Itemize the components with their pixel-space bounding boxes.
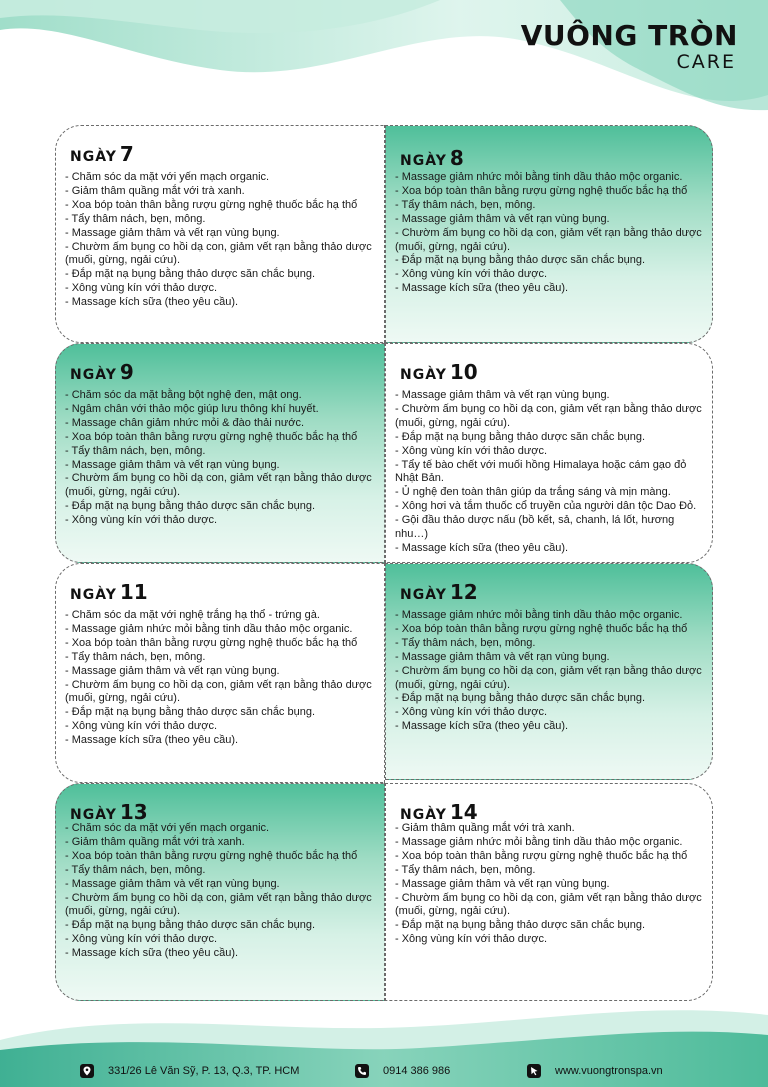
list-item: - Massage giảm thâm và vết rạn vùng bụng. xyxy=(395,212,610,225)
list-item: - Đắp mặt nạ bụng bằng thảo dược săn chắc bụng. xyxy=(65,500,316,513)
day-number: 14 xyxy=(449,800,478,824)
treatment-list xyxy=(395,171,706,296)
treatment-list xyxy=(65,389,378,528)
day-heading xyxy=(400,580,478,604)
address-text: 331/26 Lê Văn Sỹ, P. 13, Q.3, TP. HCM xyxy=(108,1065,300,1077)
day-number: 12 xyxy=(449,580,478,604)
list-item: - Tẩy thâm nách, bẹn, mông. xyxy=(65,650,206,663)
treatment-list xyxy=(65,171,378,310)
list-item: - Ủ nghệ đen toàn thân giúp da trắng sáng và mịn màng. xyxy=(395,486,671,499)
list-item: - Giảm thâm quầng mắt với trà xanh. xyxy=(65,835,245,848)
list-item: - Xông vùng kín với thảo dược. xyxy=(395,444,548,457)
day-label: NGÀY xyxy=(70,367,117,383)
treatment-list xyxy=(395,822,706,947)
list-item: - Xoa bóp toàn thân bằng rượu gừng nghệ thuốc bắc hạ thổ xyxy=(395,622,688,635)
day-label: NGÀY xyxy=(70,587,117,603)
list-item: - Massage giảm nhức mỏi bằng tinh dầu thảo mộc organic. xyxy=(395,171,683,183)
list-item: - Tẩy thâm nách, bẹn, mông. xyxy=(395,636,536,649)
day-number: 11 xyxy=(119,580,148,604)
day-card-10 xyxy=(385,343,713,563)
list-item: - Chườm ấm bụng co hồi dạ con, giảm vết rạn bằng thảo dược (muối, gừng, ngải cứu). xyxy=(395,664,702,691)
website-link[interactable]: www.vuongtronspa.vn xyxy=(555,1065,663,1077)
treatment-list xyxy=(65,609,378,748)
list-item: - Massage kích sữa (theo yêu cầu). xyxy=(65,734,239,747)
day-label: NGÀY xyxy=(400,807,447,823)
list-item: - Chườm ấm bụng co hồi dạ con, giảm vết rạn bằng thảo dược (muối, gừng, ngải cứu). xyxy=(65,240,372,267)
treatment-list xyxy=(65,822,378,961)
list-item: - Tẩy thâm nách, bẹn, mông. xyxy=(65,212,206,225)
list-item: - Xông vùng kín với thảo dược. xyxy=(395,933,548,946)
list-item: - Xông vùng kín với thảo dược. xyxy=(65,720,218,733)
list-item: - Đắp mặt nạ bụng bằng thảo dược săn chắc bụng. xyxy=(395,430,646,443)
list-item: - Đắp mặt nạ bụng bằng thảo dược săn chắc bụng. xyxy=(65,919,316,932)
day-label: NGÀY xyxy=(70,807,117,823)
list-item: - Chăm sóc da mặt với yến mạch organic. xyxy=(65,171,270,183)
day-card-8 xyxy=(385,125,713,343)
list-item: - Đắp mặt nạ bụng bằng thảo dược săn chắc bụng. xyxy=(65,268,316,281)
footer-address xyxy=(80,1064,299,1078)
list-item: - Giảm thâm quầng mắt với trà xanh. xyxy=(65,184,245,197)
list-item: - Chườm ấm bụng co hồi dạ con, giảm vết rạn bằng thảo dược (muối, gừng, ngải cứu). xyxy=(65,678,372,705)
list-item: - Xoa bóp toàn thân bằng rượu gừng nghệ thuốc bắc hạ thổ xyxy=(395,849,688,862)
day-label: NGÀY xyxy=(70,149,117,165)
list-item: - Massage giảm thâm và vết rạn vùng bụng. xyxy=(65,458,280,471)
list-item: - Massage kích sữa (theo yêu cầu). xyxy=(395,720,569,733)
list-item: - Massage giảm thâm và vết rạn vùng bụng. xyxy=(395,389,610,401)
day-label: NGÀY xyxy=(400,587,447,603)
day-heading xyxy=(70,800,148,824)
list-item: - Đắp mặt nạ bụng bằng thảo dược săn chắc bụng. xyxy=(395,919,646,932)
list-item: - Massage chân giảm nhức mỏi & đào thải nước. xyxy=(65,416,304,429)
list-item: - Massage giảm thâm và vết rạn vùng bụng. xyxy=(395,877,610,890)
day-card-9 xyxy=(55,343,385,563)
list-item: - Chườm ấm bụng co hồi dạ con, giảm vết rạn bằng thảo dược (muối, gừng, ngải cứu). xyxy=(395,402,702,429)
day-card-7 xyxy=(55,125,385,343)
list-item: - Xông vùng kín với thảo dược. xyxy=(65,514,218,527)
list-item: - Chườm ấm bụng co hồi dạ con, giảm vết rạn bằng thảo dược (muối, gừng, ngải cứu). xyxy=(65,472,372,499)
list-item: - Ngâm chân với thảo mộc giúp lưu thông khí huyết. xyxy=(65,402,319,415)
day-heading xyxy=(400,360,478,384)
day-heading xyxy=(400,146,464,170)
list-item: - Xoa bóp toàn thân bằng rượu gừng nghệ thuốc bắc hạ thổ xyxy=(65,430,358,443)
footer xyxy=(0,1055,768,1087)
list-item: - Massage kích sữa (theo yêu cầu). xyxy=(395,282,569,295)
day-label: NGÀY xyxy=(400,153,447,169)
list-item: - Đắp mặt nạ bụng bằng thảo dược săn chắc bụng. xyxy=(65,706,316,719)
list-item: - Xông hơi và tắm thuốc cổ truyền của người dân tộc Dao Đỏ. xyxy=(395,500,697,513)
day-heading xyxy=(70,580,148,604)
list-item: - Giảm thâm quầng mắt với trà xanh. xyxy=(395,822,575,834)
list-item: - Đắp mặt nạ bụng bằng thảo dược săn chắc bụng. xyxy=(395,692,646,705)
list-item: - Xoa bóp toàn thân bằng rượu gừng nghệ thuốc bắc hạ thổ xyxy=(65,849,358,862)
list-item: - Chăm sóc da mặt bằng bột nghệ đen, mật ong. xyxy=(65,389,302,401)
day-number: 13 xyxy=(119,800,148,824)
list-item: - Xông vùng kín với thảo dược. xyxy=(65,282,218,295)
list-item: - Chăm sóc da mặt với yến mạch organic. xyxy=(65,822,270,834)
day-label: NGÀY xyxy=(400,367,447,383)
footer-website xyxy=(527,1064,663,1078)
phone-icon xyxy=(355,1064,369,1078)
list-item: - Massage kích sữa (theo yêu cầu). xyxy=(65,296,239,309)
list-item: - Tẩy thâm nách, bẹn, mông. xyxy=(65,444,206,457)
day-number: 7 xyxy=(119,142,134,166)
list-item: - Đắp mặt nạ bụng bằng thảo dược săn chắc bụng. xyxy=(395,254,646,267)
day-number: 8 xyxy=(449,146,464,170)
footer-phone xyxy=(355,1064,450,1078)
list-item: - Xông vùng kín với thảo dược. xyxy=(395,706,548,719)
list-item: - Tẩy thâm nách, bẹn, mông. xyxy=(65,863,206,876)
phone-text[interactable]: 0914 386 986 xyxy=(383,1065,451,1077)
list-item: - Tẩy tế bào chết với muối hồng Himalaya hoặc cám gạo đỏ Nhật Bản. xyxy=(395,458,687,485)
cursor-icon xyxy=(527,1064,541,1078)
brand-sub: CARE xyxy=(676,51,736,73)
list-item: - Xoa bóp toàn thân bằng rượu gừng nghệ thuốc bắc hạ thổ xyxy=(65,636,358,649)
list-item: - Chườm ấm bụng co hồi dạ con, giảm vết rạn bằng thảo dược (muối, gừng, ngải cứu). xyxy=(65,891,372,918)
list-item: - Massage giảm thâm và vết rạn vùng bụng. xyxy=(65,226,280,239)
list-item: - Gội đầu thảo dược nấu (bồ kết, sả, chanh, lá lốt, hương nhu…) xyxy=(395,514,675,541)
list-item: - Chườm ấm bụng co hồi dạ con, giảm vết rạn bằng thảo dược (muối, gừng, ngải cứu). xyxy=(395,226,702,253)
location-pin-icon xyxy=(80,1064,94,1078)
list-item: - Xông vùng kín với thảo dược. xyxy=(395,268,548,281)
list-item: - Massage kích sữa (theo yêu cầu). xyxy=(395,541,569,554)
list-item: - Massage giảm thâm và vết rạn vùng bụng. xyxy=(65,877,280,890)
list-item: - Xoa bóp toàn thân bằng rượu gừng nghệ thuốc bắc hạ thổ xyxy=(65,198,358,211)
brand-name: VUÔNG TRÒN xyxy=(520,19,738,52)
day-heading xyxy=(70,360,134,384)
day-card-12 xyxy=(385,563,713,780)
list-item: - Xoa bóp toàn thân bằng rượu gừng nghệ thuốc bắc hạ thổ xyxy=(395,184,688,197)
day-card-13 xyxy=(55,783,385,1001)
list-item: - Massage giảm nhức mỏi bằng tinh dầu thảo mộc organic. xyxy=(65,622,353,635)
day-heading xyxy=(400,800,478,824)
day-number: 9 xyxy=(119,360,134,384)
list-item: - Tẩy thâm nách, bẹn, mông. xyxy=(395,198,536,211)
day-heading xyxy=(70,142,134,166)
brand-logo xyxy=(521,20,738,73)
list-item: - Massage giảm thâm và vết rạn vùng bụng. xyxy=(65,664,280,677)
day-card-11 xyxy=(55,563,385,783)
list-item: - Chườm ấm bụng co hồi dạ con, giảm vết rạn bằng thảo dược (muối, gừng, ngải cứu). xyxy=(395,891,702,918)
list-item: - Chăm sóc da mặt với nghệ trắng hạ thổ - trứng gà. xyxy=(65,609,320,621)
list-item: - Xông vùng kín với thảo dược. xyxy=(65,933,218,946)
treatment-list xyxy=(395,609,706,734)
list-item: - Massage giảm thâm và vết rạn vùng bụng. xyxy=(395,650,610,663)
treatment-list xyxy=(395,389,706,556)
list-item: - Tẩy thâm nách, bẹn, mông. xyxy=(395,863,536,876)
day-card-14 xyxy=(385,783,713,1001)
list-item: - Massage kích sữa (theo yêu cầu). xyxy=(65,947,239,960)
list-item: - Massage giảm nhức mỏi bằng tinh dầu thảo mộc organic. xyxy=(395,835,683,848)
day-number: 10 xyxy=(449,360,478,384)
list-item: - Massage giảm nhức mỏi bằng tinh dầu thảo mộc organic. xyxy=(395,609,683,621)
